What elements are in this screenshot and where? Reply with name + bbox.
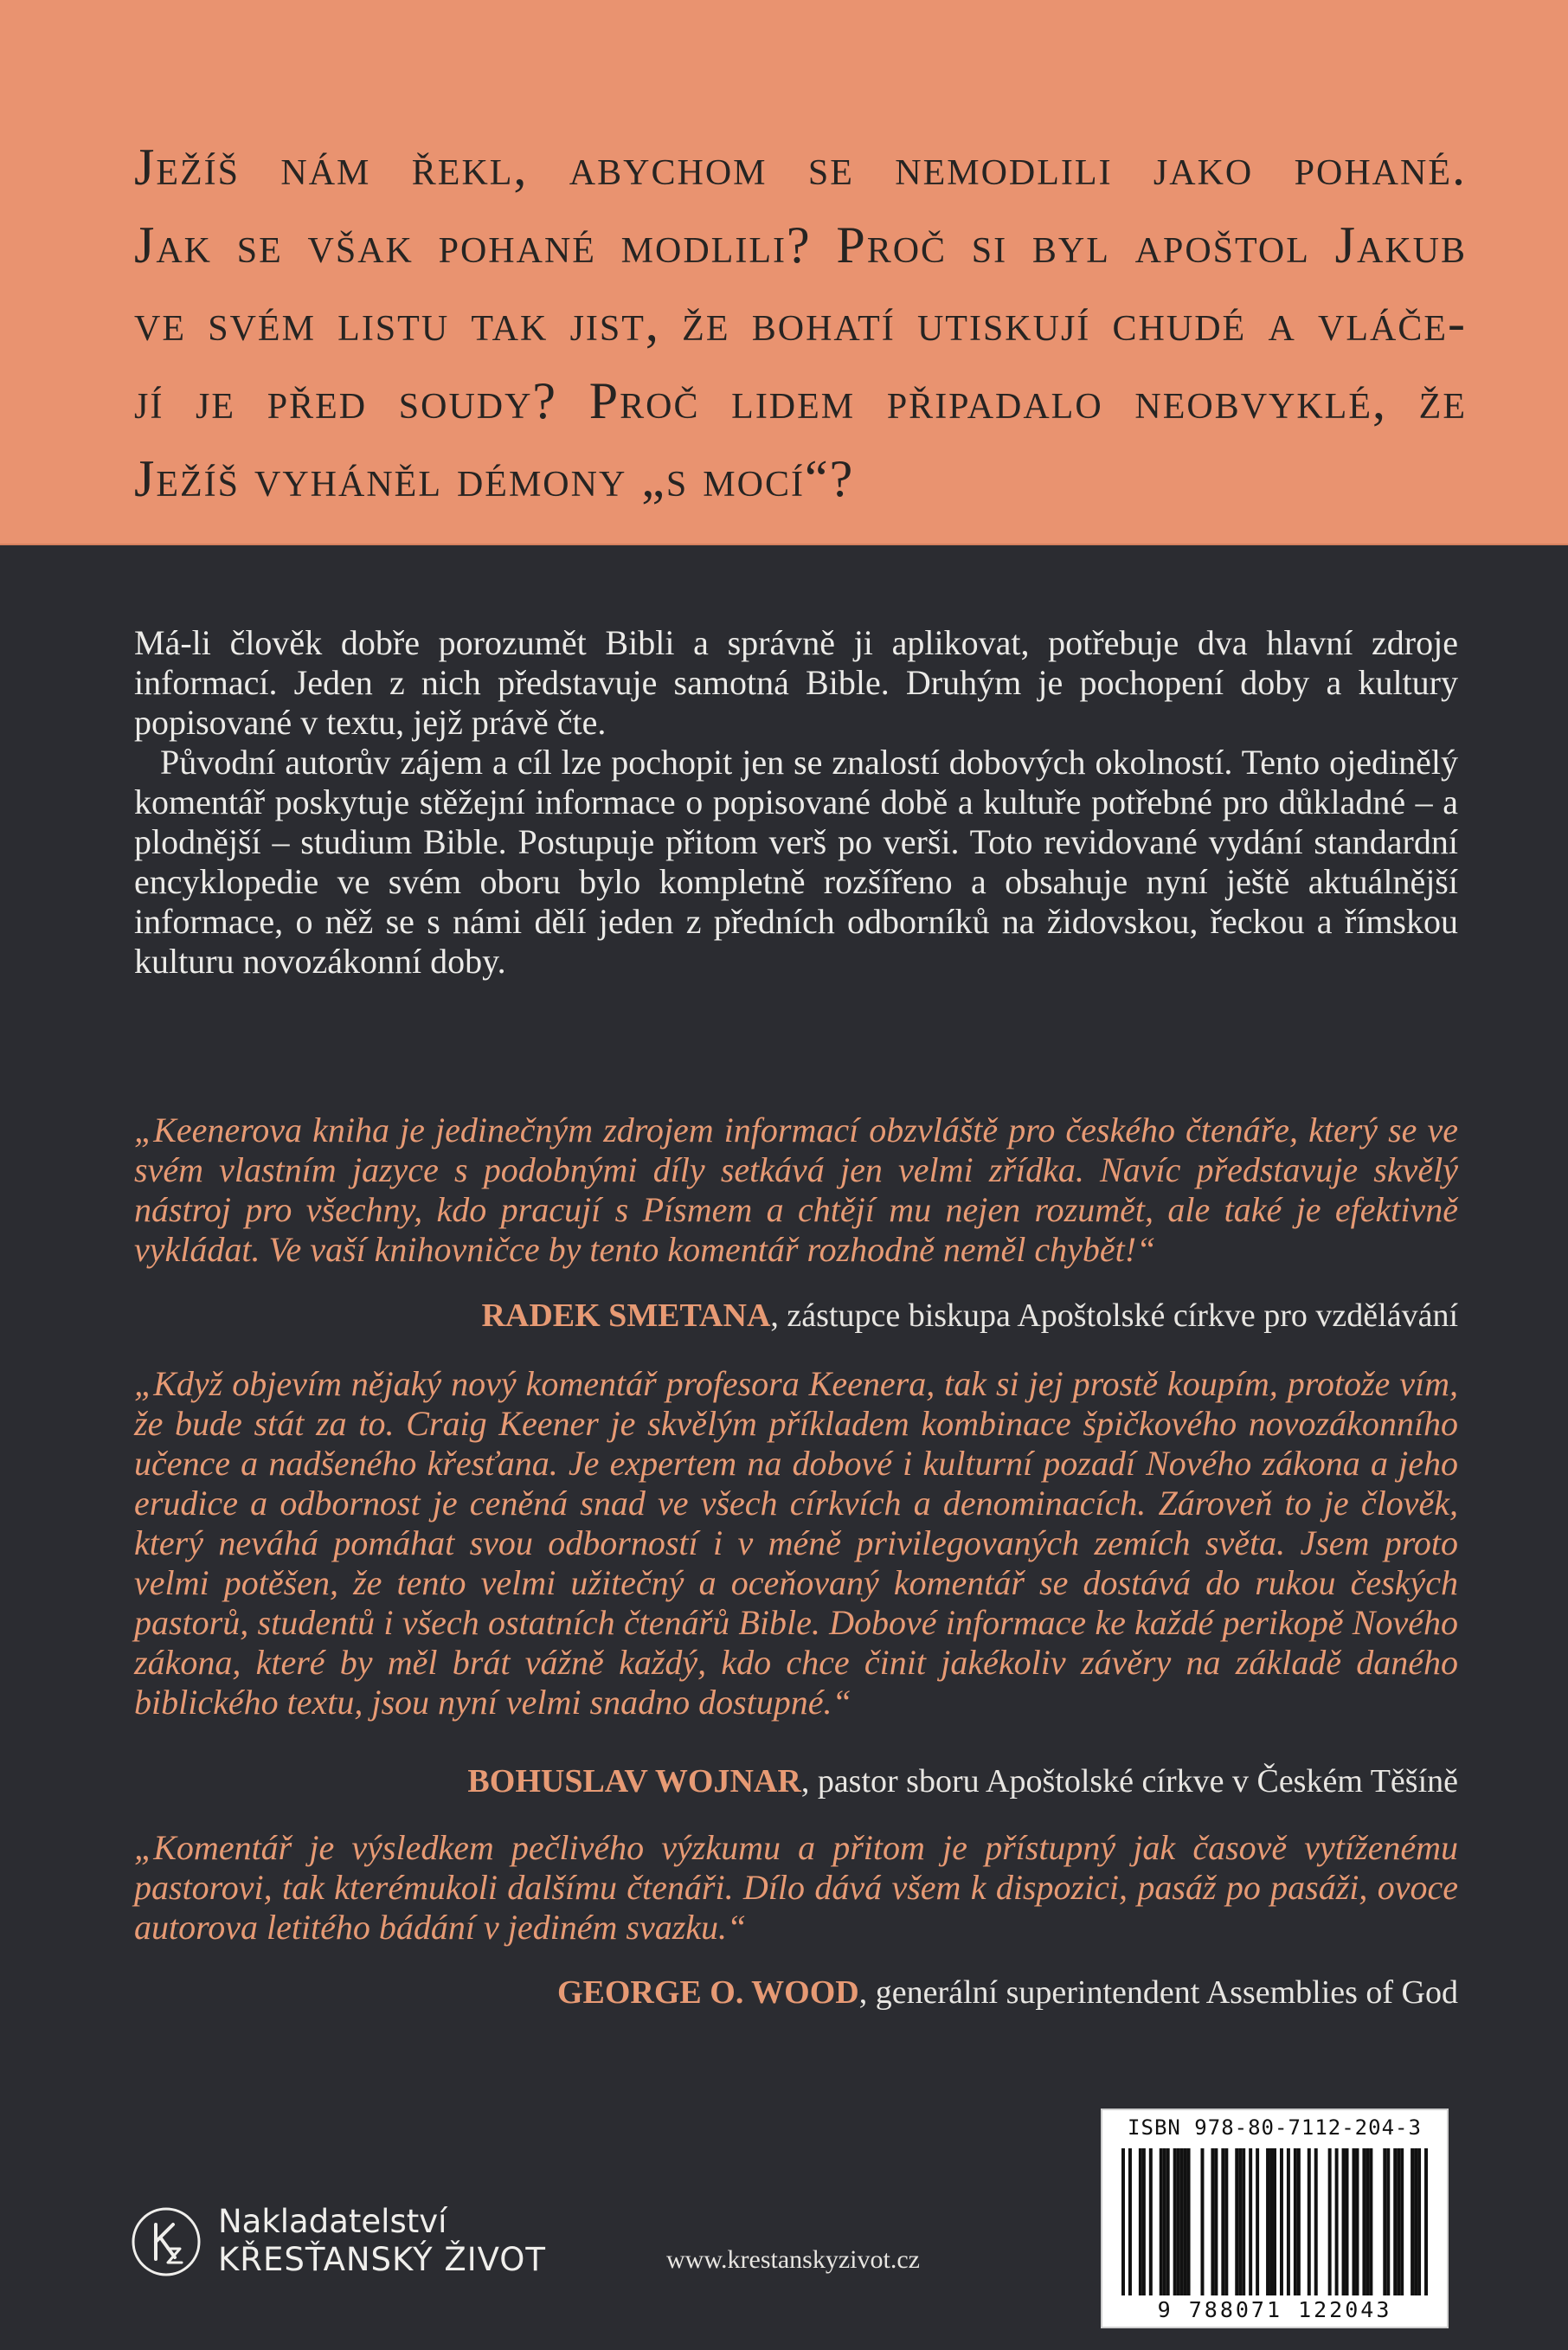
barcode-bar xyxy=(1177,2148,1180,2295)
barcode-bar xyxy=(1369,2148,1372,2295)
barcode-bar xyxy=(1328,2148,1332,2295)
barcode-bar xyxy=(1400,2148,1404,2295)
barcode-bar xyxy=(1235,2148,1238,2295)
barcode-bar xyxy=(1242,2148,1245,2295)
publisher-line2: KŘESŤANSKÝ ŽIVOT xyxy=(218,2241,546,2278)
top-color-band xyxy=(0,0,1568,545)
barcode-bar xyxy=(1256,2148,1259,2295)
endorser-role: , generální superintendent Assemblies of God xyxy=(858,1974,1458,2011)
endorsement-attribution xyxy=(467,1761,1458,1801)
barcode-bar xyxy=(1249,2148,1252,2295)
kz-monogram-icon xyxy=(130,2205,202,2278)
description-paragraph: Má-li člověk dobře porozumět Bibli a správně ji aplikovat, potřebuje dva hlavní zdroje informací. Jeden z nich představuje samotná Bible. Druhým je pochopení doby a kultury popisované v textu, jejž právě čte. xyxy=(134,623,1458,742)
teaser-text xyxy=(134,128,1467,518)
endorser-role: , pastor sboru Apoštolské církve v Českém Těšíně xyxy=(800,1763,1458,1800)
endorser-role: , zástupce biskupa Apoštolské církve pro vzdělávání xyxy=(770,1297,1458,1334)
barcode-bar xyxy=(1160,2148,1163,2295)
barcode-bar xyxy=(1417,2148,1421,2295)
barcode-bar xyxy=(1362,2148,1366,2295)
barcode-bar xyxy=(1224,2148,1228,2295)
barcode-bars xyxy=(1121,2148,1428,2295)
publisher-name xyxy=(218,2203,546,2279)
book-description xyxy=(134,623,1458,982)
barcode-bar xyxy=(1200,2148,1204,2295)
barcode-bar xyxy=(1383,2148,1386,2295)
barcode-bar xyxy=(1149,2148,1153,2295)
barcode-bar xyxy=(1397,2148,1400,2295)
barcode-bar xyxy=(1314,2148,1318,2295)
barcode-bar xyxy=(1297,2148,1301,2295)
barcode-bar xyxy=(1366,2148,1369,2295)
teaser-line: Ježíš vyháněl démony „s mocí“? xyxy=(134,450,855,507)
barcode-bar xyxy=(1142,2148,1146,2295)
barcode-bar xyxy=(1269,2148,1273,2295)
publisher-line1: Nakladatelství xyxy=(218,2203,447,2240)
description-paragraph: Původní autorův zájem a cíl lze pochopit jen se znalostí dobových okolností. Tento ojedinělý komentář poskytuje stěžejní informace o popisované době a kultuře potřebné pro důkladné – a plodnější – studium Bible. Postupuje přitom verš po verši. Toto revidované vydání standardní encyklopedie ve svém oboru bylo kompletně rozšířeno a obsahuje nyní ještě aktuálnější informace, o něž se s námi dělí jeden z předních odborníků na židovskou, řeckou a římskou kulturu novozákonní doby. xyxy=(134,743,1458,981)
barcode-bar xyxy=(1184,2148,1187,2295)
barcode-bar xyxy=(1180,2148,1184,2295)
endorsement-attribution xyxy=(557,1973,1458,2012)
endorser-name: GEORGE O. WOOD xyxy=(556,1974,859,2011)
barcode-bar xyxy=(1211,2148,1214,2295)
barcode-bar xyxy=(1424,2148,1428,2295)
barcode-bar xyxy=(1355,2148,1359,2295)
barcode-bar xyxy=(1166,2148,1170,2295)
endorsement-attribution xyxy=(481,1296,1458,1336)
barcode-bar xyxy=(1173,2148,1177,2295)
barcode-bar xyxy=(1121,2148,1125,2295)
barcode-bar xyxy=(1139,2148,1142,2295)
barcode-bar xyxy=(1352,2148,1355,2295)
barcode-bar xyxy=(1294,2148,1297,2295)
teaser-line: jí je před soudy? Proč lidem připadalo neobvyklé, že xyxy=(134,372,1467,429)
barcode-bar xyxy=(1128,2148,1132,2295)
endorsement-quote: „Když objevím nějaký nový komentář profesora Keenera, tak si jej prostě koupím, protože vím, že bude stát za to. Craig Keener je skvělým příkladem kombinace špičkového novozákonního učence a nadšeného křesťana. Je expertem na dobové i kulturní pozadí Nového zákona a jeho erudice a odbornost je ceněná snad ve všech církvích a denominacích. Zároveň to je člověk, který neváhá pomáhat svou odborností i v méně privilegovaných zemích světa. Jsem proto velmi potěšen, že tento velmi užitečný a oceňovaný komentář se dostává do rukou českých pastorů, studentů i všech ostatních čtenářů Bible. Dobové informace ke každé perikopě Nového zákona, které by měl brát vážně každý, kdo chce činit jakékoliv závěry na základě daného biblického textu, jsou nyní velmi snadno dostupné.“ xyxy=(134,1364,1458,1722)
endorsement-quote: „Keenerova kniha je jedinečným zdrojem informací obzvláště pro českého čtenáře, který se ve svém vlastním jazyce s podobnými díly setkává jen velmi zřídka. Navíc představuje skvělý nástroj pro všechny, kdo pracují s Písmem a chtějí mu nejen rozumět, ale také je efektivně vykládat. Ve vaší knihovničce by tento komentář rozhodně neměl chybět!“ xyxy=(134,1111,1458,1269)
barcode-bar xyxy=(1414,2148,1417,2295)
barcode-bar xyxy=(1266,2148,1269,2295)
barcode-bar xyxy=(1411,2148,1414,2295)
barcode-bar xyxy=(1273,2148,1276,2295)
barcode-bar xyxy=(1280,2148,1283,2295)
isbn-label: ISBN 978-80-7112-204-3 xyxy=(1128,2115,1422,2140)
teaser-line: Ježíš nám řekl, abychom se nemodlili jako pohané. xyxy=(134,138,1467,196)
endorser-name: RADEK SMETANA xyxy=(481,1297,771,1334)
barcode-bar xyxy=(1386,2148,1390,2295)
barcode-digits: 9 788071 122043 xyxy=(1157,2297,1392,2322)
barcode-bar xyxy=(1163,2148,1166,2295)
teaser-line: Jak se však pohané modlili? Proč si byl apoštol Jakub xyxy=(134,216,1467,274)
barcode-bar xyxy=(1238,2148,1242,2295)
endorsement-quote: „Komentář je výsledkem pečlivého výzkumu a přitom je přístupný jak časově vytíženému pastorovi, tak kterémukoli dalšímu čtenáři. Dílo dává všem k dispozici, pasáž po pasáži, ovoce autorova letitého bádání v jediném svazku.“ xyxy=(134,1828,1458,1947)
barcode-bar xyxy=(1187,2148,1191,2295)
barcode-bar xyxy=(1393,2148,1397,2295)
barcode-bar xyxy=(1346,2148,1349,2295)
barcode-bar xyxy=(1342,2148,1346,2295)
barcode-bar xyxy=(1221,2148,1224,2295)
publisher-website: www.krestanskyzivot.cz xyxy=(666,2245,920,2274)
isbn-barcode xyxy=(1101,2109,1449,2328)
endorser-name: BOHUSLAV WOJNAR xyxy=(467,1763,801,1800)
teaser-line: ve svém listu tak jist, že bohatí utiskují chudé a vláče- xyxy=(134,294,1467,351)
barcode-bar xyxy=(1214,2148,1218,2295)
barcode-bar xyxy=(1335,2148,1339,2295)
barcode-bar xyxy=(1308,2148,1311,2295)
barcode-bar xyxy=(1287,2148,1290,2295)
